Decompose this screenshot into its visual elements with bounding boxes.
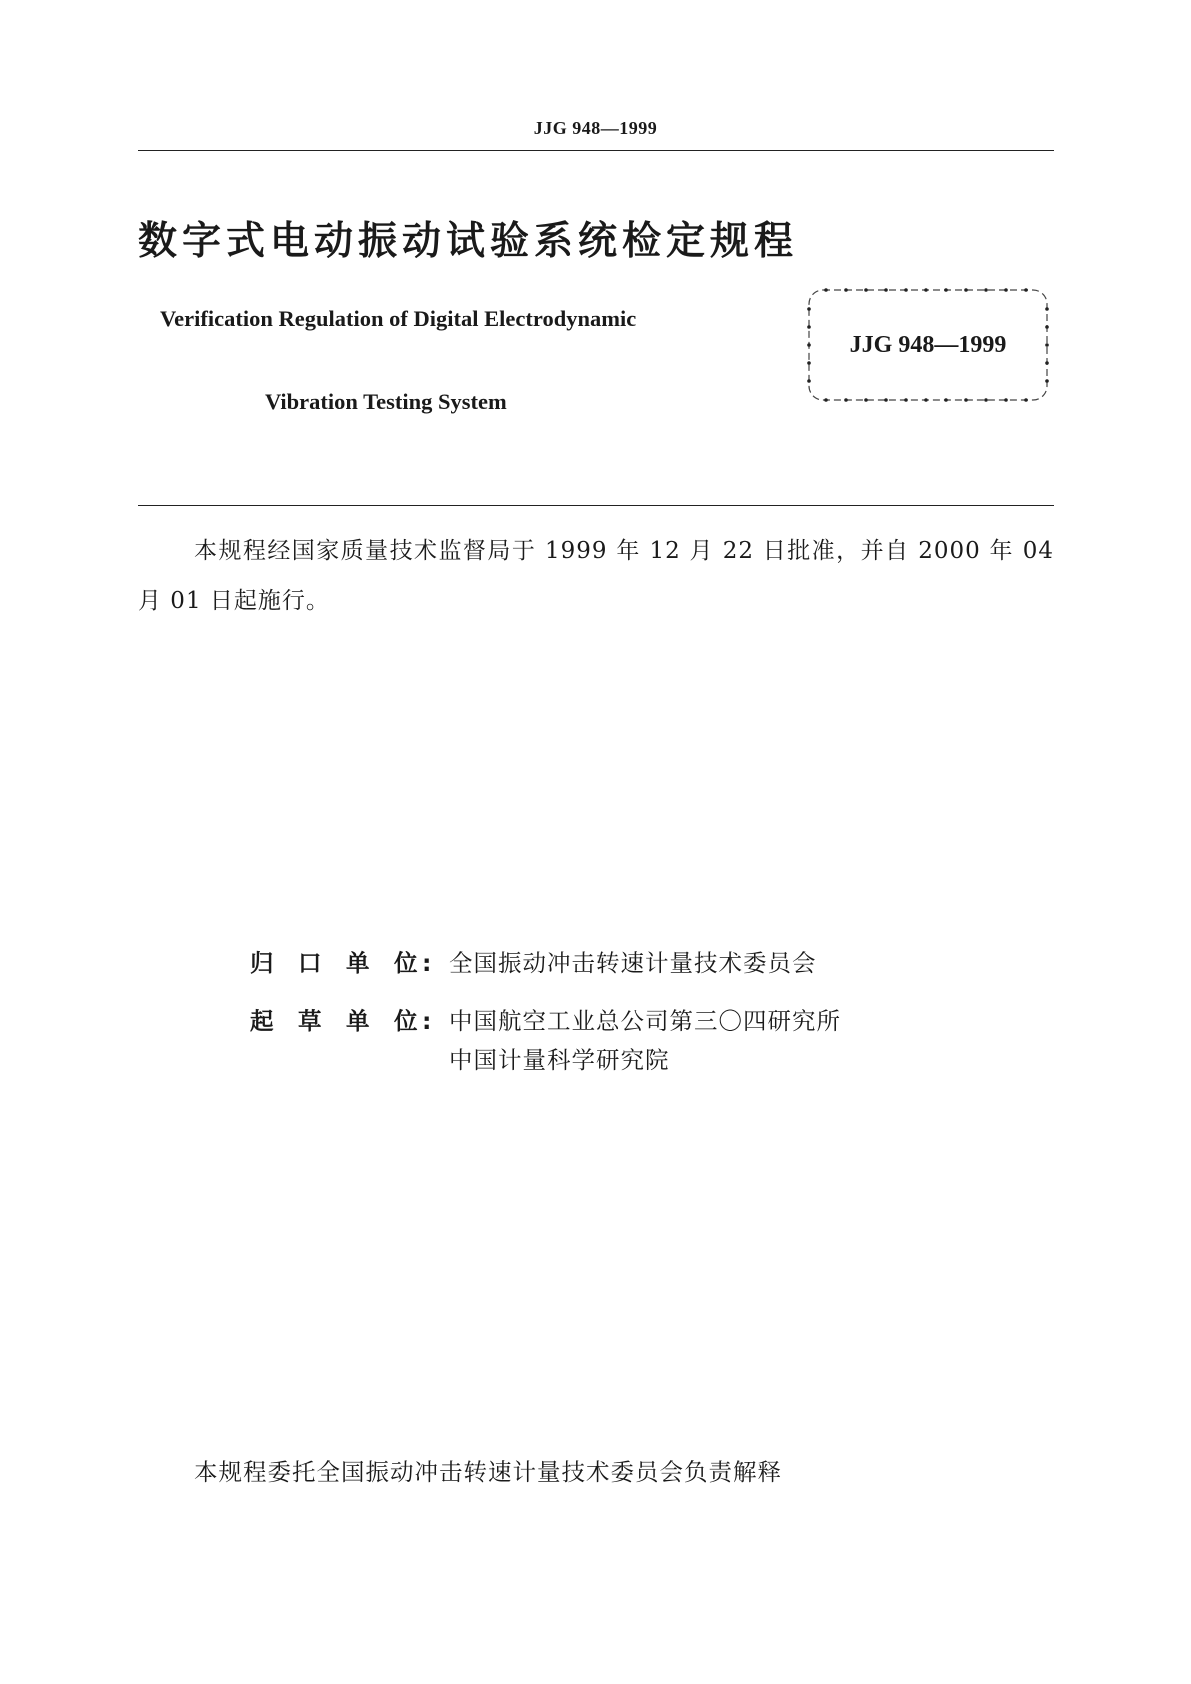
title-english-line2: Vibration Testing System [265,389,507,414]
drafting-unit-label [250,1002,431,1036]
standard-code: JJG 948—1999 [849,332,1007,358]
label-char: 草 [298,1007,322,1035]
label-char: 位 [394,1007,418,1035]
label-char: 单 [346,949,370,977]
drafting-unit-value-2: 中国计量科学研究院 [449,1046,670,1074]
title-english-line1: Verification Regulation of Digital Electrodynamic [160,306,637,331]
label-char: 起 [250,1007,274,1035]
drafting-unit-value-1: 中国航空工业总公司第三〇四研究所 [449,1007,841,1035]
interpretation-note: 本规程委托全国振动冲击转速计量技术委员会负责解释 [194,1458,782,1486]
responsible-unit-value: 全国振动冲击转速计量技术委员会 [449,949,817,977]
label-char: 口 [298,949,322,977]
label-colon: : [422,949,432,977]
approval-statement: 本规程经国家质量技术监督局于 1999 年 12 月 22 日批准，并自 2000 年 04 月 01 日起施行。 [138,538,1054,614]
label-char: 位 [394,949,418,977]
standard-code-box [806,287,1050,403]
title-chinese: 数字式电动振动试验系统检定规程 [138,219,799,264]
label-char: 单 [346,1007,370,1035]
header-standard-code: JJG 948—1999 [533,118,658,138]
header-divider [138,150,1054,151]
responsible-unit-label [250,944,431,978]
title-divider [138,505,1054,506]
label-colon: : [422,1007,432,1035]
label-char: 归 [250,949,274,977]
